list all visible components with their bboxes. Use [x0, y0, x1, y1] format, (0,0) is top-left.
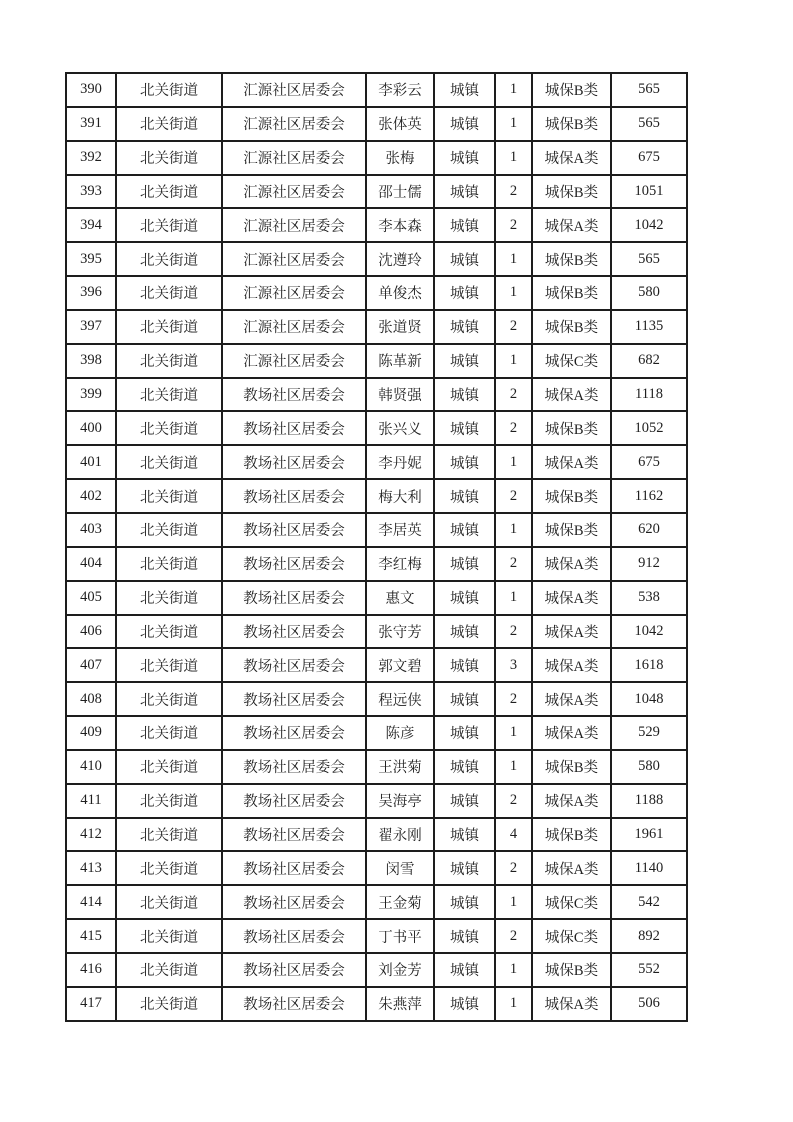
cell-amount: 565 [611, 73, 687, 107]
table-row [66, 73, 687, 107]
cell-seq: 390 [66, 73, 116, 107]
cell-street_office: 北关街道 [116, 344, 222, 378]
table-row [66, 784, 687, 818]
cell-seq: 412 [66, 818, 116, 852]
cell-person_name: 王金菊 [366, 885, 434, 919]
cell-residence_type: 城镇 [434, 919, 495, 953]
cell-person_count: 1 [495, 445, 532, 479]
cell-residence_type: 城镇 [434, 479, 495, 513]
table-row [66, 682, 687, 716]
cell-amount: 552 [611, 953, 687, 987]
cell-benefit_category: 城保A类 [532, 445, 611, 479]
cell-street_office: 北关街道 [116, 885, 222, 919]
cell-seq: 405 [66, 581, 116, 615]
cell-seq: 395 [66, 242, 116, 276]
cell-residence_type: 城镇 [434, 818, 495, 852]
cell-person_count: 1 [495, 276, 532, 310]
cell-residence_type: 城镇 [434, 851, 495, 885]
cell-amount: 580 [611, 276, 687, 310]
cell-person_name: 张道贤 [366, 310, 434, 344]
cell-seq: 393 [66, 175, 116, 209]
cell-community: 教场社区居委会 [222, 784, 366, 818]
cell-residence_type: 城镇 [434, 987, 495, 1021]
cell-person_count: 2 [495, 682, 532, 716]
cell-street_office: 北关街道 [116, 750, 222, 784]
cell-street_office: 北关街道 [116, 919, 222, 953]
table-row [66, 885, 687, 919]
cell-residence_type: 城镇 [434, 378, 495, 412]
cell-community: 教场社区居委会 [222, 445, 366, 479]
cell-amount: 529 [611, 716, 687, 750]
cell-residence_type: 城镇 [434, 682, 495, 716]
cell-benefit_category: 城保C类 [532, 344, 611, 378]
cell-benefit_category: 城保A类 [532, 987, 611, 1021]
cell-person_count: 1 [495, 581, 532, 615]
cell-street_office: 北关街道 [116, 411, 222, 445]
cell-person_count: 1 [495, 242, 532, 276]
cell-benefit_category: 城保B类 [532, 276, 611, 310]
table-row [66, 648, 687, 682]
cell-seq: 400 [66, 411, 116, 445]
cell-amount: 1162 [611, 479, 687, 513]
table-row [66, 581, 687, 615]
table-body [66, 73, 687, 1021]
cell-person_count: 2 [495, 547, 532, 581]
cell-street_office: 北关街道 [116, 242, 222, 276]
cell-seq: 391 [66, 107, 116, 141]
cell-street_office: 北关街道 [116, 107, 222, 141]
cell-residence_type: 城镇 [434, 885, 495, 919]
cell-amount: 912 [611, 547, 687, 581]
cell-community: 教场社区居委会 [222, 547, 366, 581]
cell-community: 教场社区居委会 [222, 479, 366, 513]
cell-amount: 1042 [611, 615, 687, 649]
cell-person_name: 沈遵玲 [366, 242, 434, 276]
cell-benefit_category: 城保A类 [532, 784, 611, 818]
welfare-benefits-table [65, 72, 688, 1022]
cell-person_count: 2 [495, 851, 532, 885]
cell-person_name: 王洪菊 [366, 750, 434, 784]
cell-seq: 404 [66, 547, 116, 581]
table-row [66, 242, 687, 276]
table-row [66, 818, 687, 852]
cell-residence_type: 城镇 [434, 276, 495, 310]
cell-seq: 402 [66, 479, 116, 513]
cell-benefit_category: 城保A类 [532, 615, 611, 649]
cell-residence_type: 城镇 [434, 175, 495, 209]
cell-street_office: 北关街道 [116, 445, 222, 479]
cell-person_count: 2 [495, 310, 532, 344]
cell-amount: 580 [611, 750, 687, 784]
cell-residence_type: 城镇 [434, 581, 495, 615]
cell-street_office: 北关街道 [116, 818, 222, 852]
cell-benefit_category: 城保A类 [532, 682, 611, 716]
cell-community: 教场社区居委会 [222, 851, 366, 885]
cell-seq: 409 [66, 716, 116, 750]
cell-person_name: 李居英 [366, 513, 434, 547]
cell-benefit_category: 城保C类 [532, 885, 611, 919]
table-row [66, 175, 687, 209]
cell-person_count: 1 [495, 107, 532, 141]
cell-benefit_category: 城保B类 [532, 513, 611, 547]
cell-seq: 406 [66, 615, 116, 649]
table-row [66, 716, 687, 750]
cell-community: 汇源社区居委会 [222, 141, 366, 175]
cell-benefit_category: 城保B类 [532, 242, 611, 276]
cell-residence_type: 城镇 [434, 107, 495, 141]
cell-person_count: 1 [495, 885, 532, 919]
cell-street_office: 北关街道 [116, 784, 222, 818]
cell-seq: 408 [66, 682, 116, 716]
cell-street_office: 北关街道 [116, 648, 222, 682]
cell-community: 教场社区居委会 [222, 750, 366, 784]
cell-person_name: 朱燕萍 [366, 987, 434, 1021]
cell-benefit_category: 城保B类 [532, 750, 611, 784]
cell-person_name: 梅大利 [366, 479, 434, 513]
cell-person_count: 2 [495, 378, 532, 412]
cell-amount: 1051 [611, 175, 687, 209]
cell-residence_type: 城镇 [434, 445, 495, 479]
cell-person_count: 2 [495, 919, 532, 953]
cell-person_name: 吴海亭 [366, 784, 434, 818]
cell-community: 教场社区居委会 [222, 513, 366, 547]
cell-person_count: 1 [495, 953, 532, 987]
table-row [66, 378, 687, 412]
cell-street_office: 北关街道 [116, 73, 222, 107]
cell-benefit_category: 城保B类 [532, 953, 611, 987]
cell-street_office: 北关街道 [116, 615, 222, 649]
cell-person_name: 单俊杰 [366, 276, 434, 310]
cell-person_name: 李本森 [366, 208, 434, 242]
table-row [66, 208, 687, 242]
table-row [66, 953, 687, 987]
cell-amount: 506 [611, 987, 687, 1021]
cell-residence_type: 城镇 [434, 615, 495, 649]
cell-street_office: 北关街道 [116, 175, 222, 209]
cell-amount: 1052 [611, 411, 687, 445]
cell-residence_type: 城镇 [434, 750, 495, 784]
cell-street_office: 北关街道 [116, 276, 222, 310]
cell-person_count: 1 [495, 513, 532, 547]
cell-benefit_category: 城保A类 [532, 547, 611, 581]
cell-community: 教场社区居委会 [222, 818, 366, 852]
cell-benefit_category: 城保B类 [532, 310, 611, 344]
cell-benefit_category: 城保A类 [532, 208, 611, 242]
cell-person_name: 程远侠 [366, 682, 434, 716]
cell-community: 汇源社区居委会 [222, 276, 366, 310]
cell-seq: 399 [66, 378, 116, 412]
cell-street_office: 北关街道 [116, 987, 222, 1021]
cell-seq: 410 [66, 750, 116, 784]
cell-person_name: 李彩云 [366, 73, 434, 107]
cell-community: 汇源社区居委会 [222, 344, 366, 378]
cell-seq: 401 [66, 445, 116, 479]
cell-residence_type: 城镇 [434, 73, 495, 107]
cell-person_name: 张体英 [366, 107, 434, 141]
table-row [66, 141, 687, 175]
cell-community: 汇源社区居委会 [222, 107, 366, 141]
cell-street_office: 北关街道 [116, 547, 222, 581]
cell-amount: 675 [611, 141, 687, 175]
cell-person_name: 李红梅 [366, 547, 434, 581]
cell-benefit_category: 城保A类 [532, 851, 611, 885]
cell-benefit_category: 城保C类 [532, 919, 611, 953]
cell-person_name: 刘金芳 [366, 953, 434, 987]
cell-seq: 403 [66, 513, 116, 547]
cell-benefit_category: 城保A类 [532, 716, 611, 750]
table-row [66, 851, 687, 885]
table-row [66, 276, 687, 310]
cell-community: 教场社区居委会 [222, 682, 366, 716]
cell-community: 教场社区居委会 [222, 378, 366, 412]
cell-person_name: 邵士儒 [366, 175, 434, 209]
cell-street_office: 北关街道 [116, 682, 222, 716]
cell-person_count: 4 [495, 818, 532, 852]
cell-person_name: 陈彦 [366, 716, 434, 750]
table-row [66, 513, 687, 547]
cell-seq: 413 [66, 851, 116, 885]
cell-person_name: 韩贤强 [366, 378, 434, 412]
cell-person_name: 张梅 [366, 141, 434, 175]
cell-benefit_category: 城保B类 [532, 107, 611, 141]
table-row [66, 750, 687, 784]
cell-benefit_category: 城保B类 [532, 479, 611, 513]
cell-residence_type: 城镇 [434, 310, 495, 344]
cell-seq: 415 [66, 919, 116, 953]
cell-community: 汇源社区居委会 [222, 208, 366, 242]
cell-person_name: 闵雪 [366, 851, 434, 885]
cell-residence_type: 城镇 [434, 513, 495, 547]
cell-residence_type: 城镇 [434, 411, 495, 445]
cell-amount: 892 [611, 919, 687, 953]
cell-residence_type: 城镇 [434, 141, 495, 175]
cell-amount: 1961 [611, 818, 687, 852]
cell-residence_type: 城镇 [434, 648, 495, 682]
cell-residence_type: 城镇 [434, 784, 495, 818]
cell-person_count: 2 [495, 208, 532, 242]
cell-seq: 407 [66, 648, 116, 682]
cell-residence_type: 城镇 [434, 953, 495, 987]
cell-person_count: 1 [495, 73, 532, 107]
cell-person_count: 1 [495, 344, 532, 378]
cell-amount: 1135 [611, 310, 687, 344]
cell-person_name: 陈革新 [366, 344, 434, 378]
cell-person_count: 2 [495, 175, 532, 209]
cell-residence_type: 城镇 [434, 547, 495, 581]
cell-street_office: 北关街道 [116, 581, 222, 615]
cell-benefit_category: 城保A类 [532, 648, 611, 682]
cell-amount: 682 [611, 344, 687, 378]
cell-street_office: 北关街道 [116, 479, 222, 513]
cell-amount: 1188 [611, 784, 687, 818]
cell-amount: 620 [611, 513, 687, 547]
cell-person_name: 郭文碧 [366, 648, 434, 682]
cell-person_count: 2 [495, 784, 532, 818]
cell-community: 教场社区居委会 [222, 716, 366, 750]
cell-street_office: 北关街道 [116, 310, 222, 344]
cell-amount: 565 [611, 107, 687, 141]
cell-community: 汇源社区居委会 [222, 242, 366, 276]
cell-amount: 565 [611, 242, 687, 276]
cell-person_name: 李丹妮 [366, 445, 434, 479]
cell-community: 教场社区居委会 [222, 411, 366, 445]
cell-person_count: 3 [495, 648, 532, 682]
cell-person_name: 翟永刚 [366, 818, 434, 852]
cell-seq: 398 [66, 344, 116, 378]
table-row [66, 445, 687, 479]
table-row [66, 107, 687, 141]
table-row [66, 344, 687, 378]
cell-person_count: 2 [495, 411, 532, 445]
cell-residence_type: 城镇 [434, 716, 495, 750]
cell-community: 教场社区居委会 [222, 615, 366, 649]
cell-community: 教场社区居委会 [222, 919, 366, 953]
cell-benefit_category: 城保B类 [532, 411, 611, 445]
cell-street_office: 北关街道 [116, 953, 222, 987]
cell-seq: 396 [66, 276, 116, 310]
table-row [66, 919, 687, 953]
cell-community: 教场社区居委会 [222, 581, 366, 615]
cell-seq: 411 [66, 784, 116, 818]
cell-benefit_category: 城保A类 [532, 581, 611, 615]
cell-seq: 417 [66, 987, 116, 1021]
cell-community: 教场社区居委会 [222, 885, 366, 919]
cell-person_name: 张兴义 [366, 411, 434, 445]
cell-community: 汇源社区居委会 [222, 73, 366, 107]
cell-seq: 394 [66, 208, 116, 242]
cell-benefit_category: 城保A类 [532, 378, 611, 412]
cell-residence_type: 城镇 [434, 242, 495, 276]
cell-seq: 416 [66, 953, 116, 987]
cell-person_count: 1 [495, 141, 532, 175]
table-row [66, 411, 687, 445]
cell-person_name: 张守芳 [366, 615, 434, 649]
cell-seq: 392 [66, 141, 116, 175]
cell-person_name: 丁书平 [366, 919, 434, 953]
cell-street_office: 北关街道 [116, 378, 222, 412]
cell-seq: 414 [66, 885, 116, 919]
cell-person_count: 2 [495, 479, 532, 513]
cell-street_office: 北关街道 [116, 716, 222, 750]
cell-amount: 1048 [611, 682, 687, 716]
cell-residence_type: 城镇 [434, 208, 495, 242]
cell-seq: 397 [66, 310, 116, 344]
cell-amount: 675 [611, 445, 687, 479]
cell-community: 教场社区居委会 [222, 953, 366, 987]
cell-street_office: 北关街道 [116, 141, 222, 175]
cell-amount: 542 [611, 885, 687, 919]
table-row [66, 547, 687, 581]
cell-community: 汇源社区居委会 [222, 175, 366, 209]
cell-community: 教场社区居委会 [222, 987, 366, 1021]
cell-amount: 1140 [611, 851, 687, 885]
cell-person_count: 2 [495, 615, 532, 649]
cell-person_name: 惠文 [366, 581, 434, 615]
cell-benefit_category: 城保B类 [532, 818, 611, 852]
cell-person_count: 1 [495, 750, 532, 784]
cell-benefit_category: 城保B类 [532, 175, 611, 209]
cell-person_count: 1 [495, 716, 532, 750]
cell-street_office: 北关街道 [116, 513, 222, 547]
cell-person_count: 1 [495, 987, 532, 1021]
cell-community: 汇源社区居委会 [222, 310, 366, 344]
cell-street_office: 北关街道 [116, 208, 222, 242]
table-row [66, 615, 687, 649]
cell-street_office: 北关街道 [116, 851, 222, 885]
cell-benefit_category: 城保B类 [532, 73, 611, 107]
cell-community: 教场社区居委会 [222, 648, 366, 682]
cell-amount: 1042 [611, 208, 687, 242]
table-row [66, 987, 687, 1021]
cell-amount: 538 [611, 581, 687, 615]
table-row [66, 479, 687, 513]
cell-amount: 1118 [611, 378, 687, 412]
cell-amount: 1618 [611, 648, 687, 682]
cell-residence_type: 城镇 [434, 344, 495, 378]
cell-benefit_category: 城保A类 [532, 141, 611, 175]
table-row [66, 310, 687, 344]
